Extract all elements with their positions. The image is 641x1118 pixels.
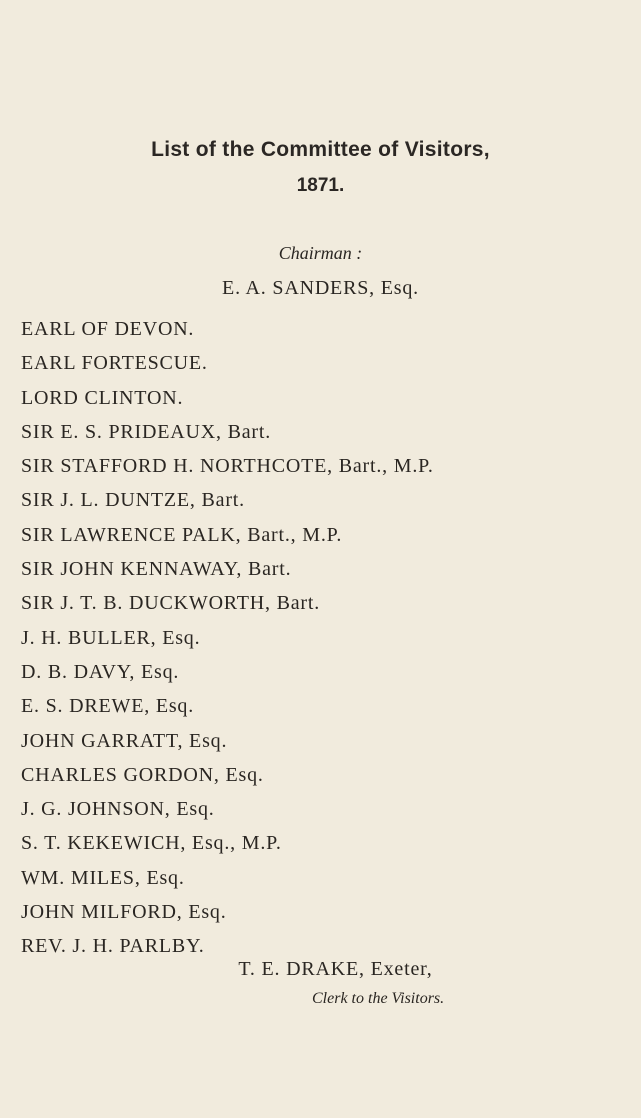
committee-member: CHARLES GORDON, Esq. bbox=[21, 763, 264, 786]
committee-member: J. G. JOHNSON, Esq. bbox=[21, 798, 215, 821]
committee-member: LORD CLINTON. bbox=[21, 386, 184, 409]
page-title: List of the Committee of Visitors, bbox=[151, 138, 490, 161]
chairman-name: E. A. SANDERS, Esq. bbox=[222, 277, 419, 299]
committee-member: REV. J. H. PARLBY. bbox=[21, 935, 205, 958]
committee-member: SIR J. L. DUNTZE, Bart. bbox=[21, 489, 245, 512]
committee-member: D. B. DAVY, Esq. bbox=[21, 660, 180, 683]
committee-member: J. H. BULLER, Esq. bbox=[21, 626, 201, 649]
committee-member: E. S. DREWE, Esq. bbox=[21, 695, 195, 718]
committee-member: SIR J. T. B. DUCKWORTH, Bart. bbox=[21, 592, 321, 615]
committee-member: SIR JOHN KENNAWAY, Bart. bbox=[21, 558, 292, 581]
committee-member: SIR STAFFORD H. NORTHCOTE, Bart., M.P. bbox=[21, 455, 434, 478]
committee-member: SIR E. S. PRIDEAUX, Bart. bbox=[21, 420, 272, 443]
committee-member: SIR LAWRENCE PALK, Bart., M.P. bbox=[21, 523, 343, 546]
committee-member: JOHN GARRATT, Esq. bbox=[21, 729, 228, 752]
committee-member: EARL FORTESCUE. bbox=[21, 352, 208, 375]
chairman-label: Chairman : bbox=[278, 243, 363, 263]
committee-member: EARL OF DEVON. bbox=[21, 318, 195, 340]
committee-member: JOHN MILFORD, Esq. bbox=[21, 901, 227, 924]
clerk-role: Clerk to the Visitors. bbox=[312, 990, 445, 1007]
committee-member: WM. MILES, Esq. bbox=[21, 866, 185, 889]
clerk-name: T. E. DRAKE, Exeter, bbox=[238, 958, 433, 980]
committee-member: S. T. KEKEWICH, Esq., M.P. bbox=[21, 832, 282, 855]
year-heading: 1871. bbox=[296, 175, 345, 196]
committee-member-list bbox=[21, 312, 434, 964]
